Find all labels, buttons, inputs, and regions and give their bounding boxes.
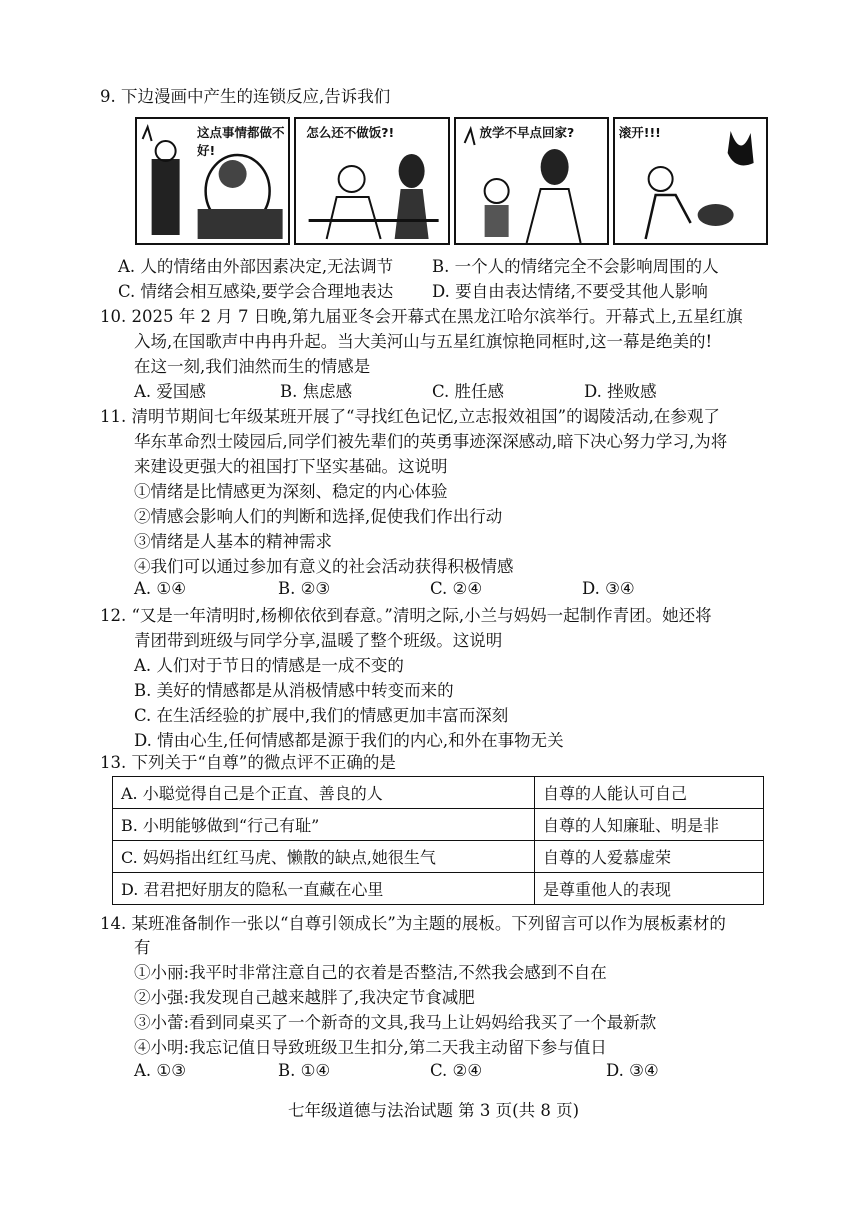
q12-stem-line-1: 12. “又是一年清明时,杨柳依依到春意。”清明之际,小兰与妈妈一起制作青团。她还将 (100, 606, 712, 625)
q14-option-a: A. ①③ (134, 1061, 186, 1080)
q11-option-a: A. ①④ (134, 579, 186, 598)
q13-row-a-right: 自尊的人能认可自己 (535, 777, 764, 809)
comic-panel-4 (613, 117, 768, 245)
q11-stem-line-2: 华东革命烈士陵园后,同学们被先辈们的英勇事迹深深感动,暗下决心努力学习,为将 (134, 432, 728, 451)
q12-stem-line-2: 青团带到班级与同学分享,温暖了整个班级。这说明 (134, 631, 503, 650)
table-row (113, 841, 764, 873)
comic-bubble-1: 这点事情都做不好! (197, 125, 285, 158)
q11-option-d: D. ③④ (582, 579, 635, 598)
q11-stem-line-3: 来建设更强大的祖国打下坚实基础。这说明 (134, 457, 448, 476)
q12-option-a: A. 人们对于节日的情感是一成不变的 (134, 656, 404, 675)
q13-row-a-left: A. 小聪觉得自己是个正直、善良的人 (113, 777, 535, 809)
q10-stem-line-3: 在这一刻,我们油然而生的情感是 (134, 357, 371, 376)
q14-option-b: B. ①④ (278, 1061, 331, 1080)
q14-item-1: ①小丽:我平时非常注意自己的衣着是否整洁,不然我会感到不自在 (134, 963, 607, 982)
q11-item-4: ④我们可以通过参加有意义的社会活动获得积极情感 (134, 557, 514, 576)
q14-option-d: D. ③④ (606, 1061, 659, 1080)
q9-option-b: B. 一个人的情绪完全不会影响周围的人 (432, 257, 719, 276)
q13-row-b-left: B. 小明能够做到“行己有耻” (113, 809, 535, 841)
q10-option-a: A. 爱国感 (134, 382, 206, 401)
table-row (113, 809, 764, 841)
q13-stem: 13. 下列关于“自尊”的微点评不正确的是 (100, 753, 396, 772)
q11-option-b: B. ②③ (278, 579, 331, 598)
q9-option-c: C. 情绪会相互感染,要学会合理地表达 (118, 282, 394, 301)
q9-stem: 9. 下边漫画中产生的连锁反应,告诉我们 (100, 87, 391, 106)
q10-option-c: C. 胜任感 (432, 382, 505, 401)
q10-option-d: D. 挫败感 (584, 382, 657, 401)
q13-table (112, 776, 764, 905)
q11-item-2: ②情感会影响人们的判断和选择,促使我们作出行动 (134, 507, 503, 526)
q9-option-a: A. 人的情绪由外部因素决定,无法调节 (118, 257, 394, 276)
table-row (113, 873, 764, 905)
q10-option-b: B. 焦虑感 (280, 382, 353, 401)
q11-option-c: C. ②④ (430, 579, 483, 598)
q13-row-d-right: 是尊重他人的表现 (535, 873, 764, 905)
table-row (113, 777, 764, 809)
q14-stem-line-2: 有 (134, 938, 151, 957)
page-footer: 七年级道德与法治试题 第 3 页(共 8 页) (287, 1101, 580, 1120)
q13-row-c-right: 自尊的人爱慕虚荣 (535, 841, 764, 873)
comic-panel-3 (454, 117, 609, 245)
q11-item-3: ③情绪是人基本的精神需求 (134, 532, 332, 551)
q12-option-b: B. 美好的情感都是从消极情感中转变而来的 (134, 681, 454, 700)
comic-panel-2 (294, 117, 449, 245)
q9-option-d: D. 要自由表达情绪,不要受其他人影响 (432, 282, 708, 301)
q14-stem-line-1: 14. 某班准备制作一张以“自尊引领成长”为主题的展板。下列留言可以作为展板素材的 (100, 914, 726, 933)
q13-row-b-right: 自尊的人知廉耻、明是非 (535, 809, 764, 841)
comic-bubble-4: 滚开!!! (618, 125, 661, 140)
q9-comic-strip (135, 117, 768, 245)
comic-bubble-3: 放学不早点回家? (479, 125, 575, 140)
q13-row-c-left: C. 妈妈指出红红马虎、懒散的缺点,她很生气 (113, 841, 535, 873)
q14-option-c: C. ②④ (430, 1061, 483, 1080)
q11-stem-line-1: 11. 清明节期间七年级某班开展了“寻找红色记忆,立志报效祖国”的谒陵活动,在参观了 (100, 407, 720, 426)
q14-item-3: ③小蕾:看到同桌买了一个新奇的文具,我马上让妈妈给我买了一个最新款 (134, 1013, 657, 1032)
comic-panel-1 (135, 117, 290, 245)
comic-bubble-2: 怎么还不做饭?! (306, 125, 395, 140)
q13-row-d-left: D. 君君把好朋友的隐私一直藏在心里 (113, 873, 535, 905)
q12-option-c: C. 在生活经验的扩展中,我们的情感更加丰富而深刻 (134, 706, 509, 725)
q14-item-4: ④小明:我忘记值日导致班级卫生扣分,第二天我主动留下参与值日 (134, 1038, 607, 1057)
q10-stem-line-2: 入场,在国歌声中冉冉升起。当大美河山与五星红旗惊艳同框时,这一幕是绝美的! (134, 332, 713, 351)
q14-item-2: ②小强:我发现自己越来越胖了,我决定节食减肥 (134, 988, 475, 1007)
q11-item-1: ①情绪是比情感更为深刻、稳定的内心体验 (134, 482, 448, 501)
q10-stem-line-1: 10. 2025 年 2 月 7 日晚,第九届亚冬会开幕式在黑龙江哈尔滨举行。开幕式上,五星红旗 (100, 307, 743, 326)
q12-option-d: D. 情由心生,任何情感都是源于我们的内心,和外在事物无关 (134, 731, 564, 750)
